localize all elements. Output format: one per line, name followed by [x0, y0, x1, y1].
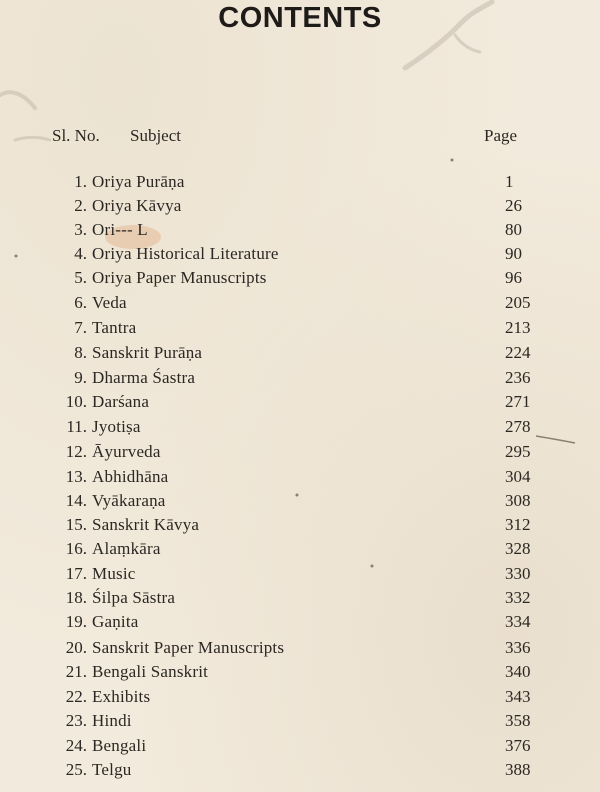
entry-subject: Gaṇita — [92, 612, 139, 631]
contents-row — [0, 709, 600, 733]
entry-subject: Abhidhāna — [92, 467, 169, 486]
entry-number: 25. — [65, 760, 87, 779]
entry-subject: Sanskrit Purāṇa — [92, 343, 203, 362]
entry-subject: Bengali Sanskrit — [92, 662, 209, 681]
column-header-subject: Subject — [130, 126, 181, 145]
entry-subject: Dharma Śastra — [92, 368, 196, 387]
entry-number: 22. — [65, 687, 87, 706]
entry-number: 4. — [74, 244, 87, 263]
entry-subject: Oriya Kāvya — [92, 196, 182, 215]
entry-subject: Sanskrit Paper Manuscripts — [92, 638, 285, 657]
contents-row — [0, 218, 600, 242]
entry-page: 336 — [505, 638, 531, 657]
entry-page: 26 — [505, 196, 522, 215]
entry-page: 295 — [505, 442, 531, 461]
entry-page: 236 — [505, 368, 531, 387]
entry-page: 224 — [505, 343, 531, 362]
contents-row — [0, 562, 600, 586]
entry-number: 19. — [65, 612, 87, 631]
column-header-sl-no: Sl. No. — [52, 126, 100, 145]
entry-number: 16. — [65, 539, 87, 558]
entry-number: 10. — [65, 392, 87, 411]
entry-number: 6. — [74, 293, 87, 312]
entry-page: 304 — [505, 467, 531, 486]
entry-page: 205 — [505, 293, 531, 312]
entry-subject: Ori--- L — [92, 220, 148, 239]
entry-subject: Sanskrit Kāvya — [92, 515, 200, 534]
page-title: CONTENTS — [218, 2, 382, 34]
entry-subject: Veda — [92, 293, 127, 312]
entry-subject: Tantra — [92, 318, 137, 337]
entry-page: 332 — [505, 588, 531, 607]
entry-page: 271 — [505, 392, 531, 411]
entry-page: 334 — [505, 612, 531, 631]
entry-subject: Telgu — [92, 760, 132, 779]
entry-page: 340 — [505, 662, 531, 681]
entry-subject: Jyotiṣa — [92, 417, 141, 436]
entry-page: 213 — [505, 318, 531, 337]
entry-number: 5. — [74, 268, 87, 287]
contents-row — [0, 440, 600, 464]
contents-row — [0, 242, 600, 266]
contents-row — [0, 291, 600, 315]
entry-number: 8. — [74, 343, 87, 362]
contents-row — [0, 586, 600, 610]
entry-number: 23. — [65, 711, 87, 730]
entry-number: 12. — [65, 442, 87, 461]
contents-row — [0, 366, 600, 390]
entry-page: 96 — [505, 268, 522, 287]
entry-subject: Śilpa Sāstra — [92, 588, 176, 607]
entry-subject: Alaṃkāra — [92, 539, 161, 558]
contents-row — [0, 660, 600, 684]
entry-number: 18. — [65, 588, 87, 607]
contents-row — [0, 513, 600, 537]
entry-number: 17. — [65, 564, 87, 583]
entry-subject: Hindi — [92, 711, 132, 730]
entry-page: 1 — [505, 172, 514, 191]
contents-row — [0, 266, 600, 290]
contents-row — [0, 636, 600, 660]
entry-subject: Bengali — [92, 736, 147, 755]
entry-page: 388 — [505, 760, 531, 779]
entry-subject: Exhibits — [92, 687, 151, 706]
entry-subject: Oriya Paper Manuscripts — [92, 268, 267, 287]
entry-subject: Vyākaraṇa — [92, 491, 166, 510]
entry-page: 330 — [505, 564, 531, 583]
column-header-page: Page — [484, 126, 518, 145]
entry-page: 328 — [505, 539, 531, 558]
entry-number: 13. — [65, 467, 87, 486]
entry-number: 11. — [66, 417, 87, 436]
contents-row — [0, 341, 600, 365]
entry-page: 343 — [505, 687, 531, 706]
contents-row — [0, 489, 600, 513]
contents-row — [0, 685, 600, 709]
contents-row — [0, 610, 600, 634]
entry-subject: Oriya Purāṇa — [92, 172, 185, 191]
contents-row — [0, 194, 600, 218]
entry-subject: Darśana — [92, 392, 150, 411]
contents-row — [0, 170, 600, 194]
entry-number: 15. — [65, 515, 87, 534]
contents-row — [0, 758, 600, 782]
contents-row — [0, 415, 600, 439]
entry-number: 24. — [65, 736, 87, 755]
entry-number: 3. — [74, 220, 87, 239]
entry-page: 80 — [505, 220, 522, 239]
entry-page: 278 — [505, 417, 531, 436]
contents-row — [0, 537, 600, 561]
entry-page: 90 — [505, 244, 522, 263]
contents-row — [0, 465, 600, 489]
entry-number: 7. — [74, 318, 87, 337]
contents-row — [0, 316, 600, 340]
entry-number: 21. — [65, 662, 87, 681]
entry-subject: Āyurveda — [92, 442, 161, 461]
contents-row — [0, 390, 600, 414]
entry-number: 14. — [65, 491, 87, 510]
entry-subject: Oriya Historical Literature — [92, 244, 279, 263]
entry-number: 20. — [65, 638, 87, 657]
entry-page: 376 — [505, 736, 531, 755]
entry-page: 312 — [505, 515, 531, 534]
entry-number: 9. — [74, 368, 87, 387]
entry-number: 1. — [74, 172, 87, 191]
entry-page: 358 — [505, 711, 531, 730]
contents-row — [0, 734, 600, 758]
entry-subject: Music — [92, 564, 136, 583]
entry-page: 308 — [505, 491, 531, 510]
entry-number: 2. — [74, 196, 87, 215]
